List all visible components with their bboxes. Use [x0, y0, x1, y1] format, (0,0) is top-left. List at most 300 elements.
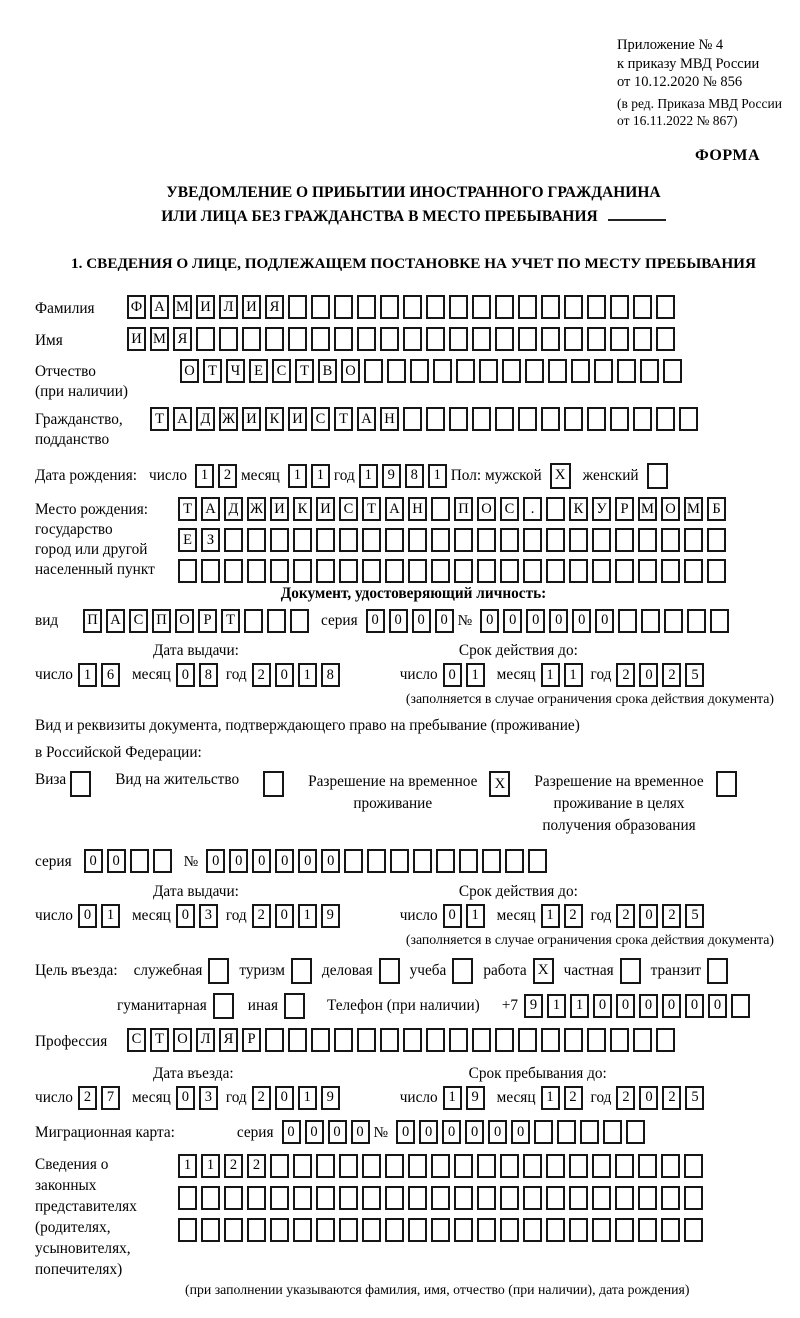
char-box[interactable] [293, 1218, 312, 1242]
char-box[interactable]: Я [173, 327, 192, 351]
char-box[interactable]: 0 [593, 994, 612, 1018]
char-box[interactable]: 0 [176, 904, 195, 928]
char-box[interactable] [482, 849, 501, 873]
char-box[interactable] [587, 1028, 606, 1052]
char-box[interactable] [408, 559, 427, 583]
char-box[interactable]: О [180, 359, 199, 383]
char-box[interactable] [293, 1154, 312, 1178]
char-box[interactable] [290, 609, 309, 633]
char-box[interactable] [525, 359, 544, 383]
char-box[interactable] [334, 327, 353, 351]
char-box[interactable]: И [242, 295, 261, 319]
char-box[interactable]: 2 [252, 1086, 271, 1110]
char-box[interactable] [684, 1218, 703, 1242]
char-box[interactable]: О [341, 359, 360, 383]
char-box[interactable]: С [127, 1028, 146, 1052]
char-box[interactable]: Р [198, 609, 217, 633]
char-box[interactable] [638, 1186, 657, 1210]
char-box[interactable]: 0 [419, 1120, 438, 1144]
char-box[interactable]: 9 [466, 1086, 485, 1110]
char-box[interactable] [580, 1120, 599, 1144]
char-box[interactable]: 2 [252, 663, 271, 687]
char-box[interactable] [564, 407, 583, 431]
char-box[interactable]: 0 [275, 904, 294, 928]
char-box[interactable]: Я [219, 1028, 238, 1052]
char-box[interactable]: А [201, 497, 220, 521]
char-box[interactable] [270, 559, 289, 583]
char-box[interactable] [362, 1186, 381, 1210]
char-box[interactable] [546, 528, 565, 552]
char-box[interactable] [431, 559, 450, 583]
char-box[interactable]: 3 [199, 1086, 218, 1110]
temp-permit-checkbox[interactable]: X [489, 771, 510, 797]
char-box[interactable]: Р [242, 1028, 261, 1052]
char-box[interactable]: У [592, 497, 611, 521]
char-box[interactable] [431, 1154, 450, 1178]
char-box[interactable] [454, 1154, 473, 1178]
char-box[interactable]: 1 [298, 1086, 317, 1110]
char-box[interactable] [546, 559, 565, 583]
char-box[interactable] [334, 295, 353, 319]
char-box[interactable] [436, 849, 455, 873]
char-box[interactable] [638, 1154, 657, 1178]
char-box[interactable]: 0 [328, 1120, 347, 1144]
char-box[interactable] [641, 609, 660, 633]
char-box[interactable]: 1 [359, 464, 378, 488]
char-box[interactable] [592, 1218, 611, 1242]
char-box[interactable] [472, 295, 491, 319]
char-box[interactable] [569, 1218, 588, 1242]
char-box[interactable]: 0 [708, 994, 727, 1018]
char-box[interactable]: 0 [465, 1120, 484, 1144]
char-box[interactable] [518, 295, 537, 319]
char-box[interactable] [610, 407, 629, 431]
char-box[interactable] [385, 1218, 404, 1242]
char-box[interactable] [454, 1186, 473, 1210]
char-box[interactable] [523, 1154, 542, 1178]
purpose-study-checkbox[interactable] [452, 958, 473, 984]
char-box[interactable] [201, 1186, 220, 1210]
char-box[interactable] [472, 327, 491, 351]
char-box[interactable] [247, 1186, 266, 1210]
char-box[interactable] [293, 1186, 312, 1210]
char-box[interactable]: С [272, 359, 291, 383]
char-box[interactable] [500, 528, 519, 552]
char-box[interactable] [640, 359, 659, 383]
char-box[interactable] [571, 359, 590, 383]
char-box[interactable] [569, 1154, 588, 1178]
char-box[interactable]: С [311, 407, 330, 431]
char-box[interactable]: 2 [564, 1086, 583, 1110]
char-box[interactable]: 0 [412, 609, 431, 633]
char-box[interactable] [638, 1218, 657, 1242]
char-box[interactable]: Ч [226, 359, 245, 383]
char-box[interactable] [385, 559, 404, 583]
char-box[interactable] [413, 849, 432, 873]
char-box[interactable]: М [684, 497, 703, 521]
char-box[interactable] [518, 1028, 537, 1052]
char-box[interactable]: И [242, 407, 261, 431]
char-box[interactable] [656, 327, 675, 351]
char-box[interactable] [546, 1218, 565, 1242]
char-box[interactable] [633, 407, 652, 431]
char-box[interactable]: П [454, 497, 473, 521]
char-box[interactable] [587, 295, 606, 319]
char-box[interactable]: М [150, 327, 169, 351]
char-box[interactable] [178, 1186, 197, 1210]
char-box[interactable] [357, 1028, 376, 1052]
char-box[interactable] [316, 1186, 335, 1210]
char-box[interactable]: Т [221, 609, 240, 633]
char-box[interactable]: 0 [511, 1120, 530, 1144]
char-box[interactable] [684, 528, 703, 552]
char-box[interactable] [523, 559, 542, 583]
char-box[interactable]: 9 [382, 464, 401, 488]
char-box[interactable] [288, 327, 307, 351]
char-box[interactable] [362, 559, 381, 583]
char-box[interactable] [380, 295, 399, 319]
char-box[interactable] [339, 528, 358, 552]
char-box[interactable] [661, 1186, 680, 1210]
char-box[interactable] [385, 1186, 404, 1210]
char-box[interactable] [663, 359, 682, 383]
char-box[interactable]: А [106, 609, 125, 633]
char-box[interactable] [477, 1154, 496, 1178]
char-box[interactable]: 0 [282, 1120, 301, 1144]
char-box[interactable] [357, 327, 376, 351]
char-box[interactable] [564, 327, 583, 351]
char-box[interactable] [679, 407, 698, 431]
char-box[interactable]: Б [707, 497, 726, 521]
char-box[interactable] [431, 528, 450, 552]
char-box[interactable] [687, 609, 706, 633]
char-box[interactable]: 0 [442, 1120, 461, 1144]
char-box[interactable]: 1 [564, 663, 583, 687]
char-box[interactable] [219, 327, 238, 351]
char-box[interactable]: 1 [443, 1086, 462, 1110]
char-box[interactable]: Ф [127, 295, 146, 319]
char-box[interactable] [615, 1154, 634, 1178]
char-box[interactable]: Л [196, 1028, 215, 1052]
char-box[interactable] [638, 559, 657, 583]
char-box[interactable] [380, 327, 399, 351]
purpose-other-checkbox[interactable] [284, 993, 305, 1019]
char-box[interactable]: С [500, 497, 519, 521]
char-box[interactable] [541, 1028, 560, 1052]
char-box[interactable] [153, 849, 172, 873]
char-box[interactable] [293, 559, 312, 583]
char-box[interactable]: 0 [107, 849, 126, 873]
char-box[interactable]: 8 [405, 464, 424, 488]
char-box[interactable] [316, 559, 335, 583]
char-box[interactable] [548, 359, 567, 383]
char-box[interactable] [247, 528, 266, 552]
char-box[interactable] [247, 1218, 266, 1242]
char-box[interactable] [592, 1154, 611, 1178]
char-box[interactable] [569, 528, 588, 552]
char-box[interactable]: 0 [685, 994, 704, 1018]
char-box[interactable] [564, 295, 583, 319]
char-box[interactable] [633, 1028, 652, 1052]
char-box[interactable] [618, 609, 637, 633]
sex-female-checkbox[interactable] [647, 463, 668, 489]
char-box[interactable]: 0 [298, 849, 317, 873]
char-box[interactable]: 0 [252, 849, 271, 873]
purpose-work-checkbox[interactable]: X [533, 958, 554, 984]
char-box[interactable] [449, 327, 468, 351]
char-box[interactable]: 1 [201, 1154, 220, 1178]
char-box[interactable]: 0 [662, 994, 681, 1018]
char-box[interactable] [293, 528, 312, 552]
char-box[interactable] [661, 559, 680, 583]
char-box[interactable]: 0 [572, 609, 591, 633]
char-box[interactable] [684, 559, 703, 583]
char-box[interactable]: Е [249, 359, 268, 383]
char-box[interactable]: 2 [616, 904, 635, 928]
char-box[interactable] [661, 1154, 680, 1178]
char-box[interactable]: 0 [305, 1120, 324, 1144]
char-box[interactable] [541, 295, 560, 319]
char-box[interactable]: 1 [101, 904, 120, 928]
char-box[interactable]: 1 [298, 663, 317, 687]
char-box[interactable] [500, 1186, 519, 1210]
char-box[interactable] [339, 1218, 358, 1242]
char-box[interactable] [224, 528, 243, 552]
char-box[interactable] [433, 359, 452, 383]
char-box[interactable] [408, 1186, 427, 1210]
char-box[interactable] [339, 1186, 358, 1210]
char-box[interactable] [344, 849, 363, 873]
char-box[interactable]: 2 [252, 904, 271, 928]
char-box[interactable] [178, 1218, 197, 1242]
char-box[interactable] [633, 295, 652, 319]
char-box[interactable]: С [129, 609, 148, 633]
char-box[interactable]: А [357, 407, 376, 431]
char-box[interactable] [288, 295, 307, 319]
char-box[interactable]: И [270, 497, 289, 521]
char-box[interactable] [385, 1154, 404, 1178]
char-box[interactable]: И [196, 295, 215, 319]
char-box[interactable]: 0 [396, 1120, 415, 1144]
temp-permit-edu-checkbox[interactable] [716, 771, 737, 797]
char-box[interactable]: П [83, 609, 102, 633]
char-box[interactable] [541, 407, 560, 431]
char-box[interactable]: 1 [195, 464, 214, 488]
char-box[interactable] [626, 1120, 645, 1144]
char-box[interactable] [426, 327, 445, 351]
char-box[interactable] [592, 528, 611, 552]
char-box[interactable] [587, 407, 606, 431]
char-box[interactable] [502, 359, 521, 383]
char-box[interactable] [390, 849, 409, 873]
char-box[interactable]: 7 [101, 1086, 120, 1110]
char-box[interactable] [534, 1120, 553, 1144]
purpose-private-checkbox[interactable] [620, 958, 641, 984]
char-box[interactable]: 9 [524, 994, 543, 1018]
char-box[interactable]: 0 [389, 609, 408, 633]
char-box[interactable] [385, 528, 404, 552]
char-box[interactable] [270, 1154, 289, 1178]
char-box[interactable]: 1 [311, 464, 330, 488]
char-box[interactable] [449, 1028, 468, 1052]
char-box[interactable] [523, 528, 542, 552]
sex-male-checkbox[interactable]: X [550, 463, 571, 489]
char-box[interactable] [500, 1218, 519, 1242]
char-box[interactable]: 5 [685, 904, 704, 928]
char-box[interactable]: Н [380, 407, 399, 431]
char-box[interactable]: Д [224, 497, 243, 521]
char-box[interactable] [270, 528, 289, 552]
char-box[interactable]: 0 [488, 1120, 507, 1144]
char-box[interactable]: К [265, 407, 284, 431]
char-box[interactable] [454, 528, 473, 552]
char-box[interactable] [528, 849, 547, 873]
char-box[interactable]: 0 [321, 849, 340, 873]
char-box[interactable]: Ж [247, 497, 266, 521]
char-box[interactable]: 8 [321, 663, 340, 687]
char-box[interactable] [707, 559, 726, 583]
char-box[interactable]: 2 [616, 1086, 635, 1110]
char-box[interactable]: 0 [480, 609, 499, 633]
char-box[interactable]: 0 [595, 609, 614, 633]
char-box[interactable] [541, 327, 560, 351]
char-box[interactable] [403, 327, 422, 351]
char-box[interactable]: А [173, 407, 192, 431]
char-box[interactable] [615, 1218, 634, 1242]
char-box[interactable]: 0 [443, 663, 462, 687]
char-box[interactable] [610, 327, 629, 351]
char-box[interactable]: 2 [662, 1086, 681, 1110]
char-box[interactable] [403, 295, 422, 319]
char-box[interactable]: 2 [224, 1154, 243, 1178]
char-box[interactable]: Т [295, 359, 314, 383]
char-box[interactable] [569, 1186, 588, 1210]
char-box[interactable]: О [175, 609, 194, 633]
char-box[interactable]: 1 [466, 904, 485, 928]
char-box[interactable] [387, 359, 406, 383]
char-box[interactable]: В [318, 359, 337, 383]
char-box[interactable] [479, 359, 498, 383]
char-box[interactable]: 5 [685, 1086, 704, 1110]
char-box[interactable]: 0 [503, 609, 522, 633]
char-box[interactable] [564, 1028, 583, 1052]
char-box[interactable] [518, 407, 537, 431]
purpose-tourism-checkbox[interactable] [291, 958, 312, 984]
char-box[interactable] [617, 359, 636, 383]
char-box[interactable] [316, 1218, 335, 1242]
char-box[interactable] [288, 1028, 307, 1052]
char-box[interactable] [495, 1028, 514, 1052]
char-box[interactable] [523, 1218, 542, 1242]
char-box[interactable] [592, 559, 611, 583]
char-box[interactable]: И [288, 407, 307, 431]
char-box[interactable] [472, 1028, 491, 1052]
char-box[interactable]: 1 [298, 904, 317, 928]
char-box[interactable] [316, 1154, 335, 1178]
char-box[interactable] [449, 295, 468, 319]
char-box[interactable]: 0 [275, 849, 294, 873]
char-box[interactable] [403, 407, 422, 431]
char-box[interactable] [587, 327, 606, 351]
char-box[interactable] [224, 559, 243, 583]
char-box[interactable] [456, 359, 475, 383]
char-box[interactable]: 1 [466, 663, 485, 687]
char-box[interactable] [265, 327, 284, 351]
char-box[interactable] [247, 559, 266, 583]
char-box[interactable]: С [339, 497, 358, 521]
char-box[interactable] [546, 1186, 565, 1210]
char-box[interactable]: Т [203, 359, 222, 383]
char-box[interactable] [518, 327, 537, 351]
char-box[interactable]: Я [265, 295, 284, 319]
char-box[interactable]: 1 [547, 994, 566, 1018]
char-box[interactable] [426, 295, 445, 319]
char-box[interactable]: 0 [78, 904, 97, 928]
char-box[interactable] [633, 327, 652, 351]
char-box[interactable]: К [569, 497, 588, 521]
char-box[interactable]: 0 [639, 1086, 658, 1110]
char-box[interactable] [224, 1186, 243, 1210]
char-box[interactable]: 0 [275, 1086, 294, 1110]
char-box[interactable] [364, 359, 383, 383]
char-box[interactable] [569, 559, 588, 583]
char-box[interactable] [130, 849, 149, 873]
char-box[interactable] [242, 327, 261, 351]
char-box[interactable]: 2 [218, 464, 237, 488]
char-box[interactable] [265, 1028, 284, 1052]
char-box[interactable] [311, 295, 330, 319]
char-box[interactable] [201, 559, 220, 583]
char-box[interactable]: К [293, 497, 312, 521]
residence-permit-checkbox[interactable] [263, 771, 284, 797]
char-box[interactable]: Т [150, 407, 169, 431]
char-box[interactable] [408, 528, 427, 552]
char-box[interactable]: О [477, 497, 496, 521]
char-box[interactable] [610, 295, 629, 319]
char-box[interactable] [244, 609, 263, 633]
char-box[interactable] [267, 609, 286, 633]
char-box[interactable]: Т [178, 497, 197, 521]
char-box[interactable] [311, 1028, 330, 1052]
char-box[interactable] [638, 528, 657, 552]
visa-checkbox[interactable] [70, 771, 91, 797]
char-box[interactable]: 0 [84, 849, 103, 873]
char-box[interactable]: 0 [526, 609, 545, 633]
purpose-business-checkbox[interactable] [379, 958, 400, 984]
char-box[interactable] [311, 327, 330, 351]
char-box[interactable] [603, 1120, 622, 1144]
char-box[interactable]: 6 [101, 663, 120, 687]
char-box[interactable]: 2 [247, 1154, 266, 1178]
char-box[interactable]: 0 [229, 849, 248, 873]
char-box[interactable] [410, 359, 429, 383]
char-box[interactable] [615, 559, 634, 583]
char-box[interactable] [656, 295, 675, 319]
char-box[interactable] [426, 407, 445, 431]
char-box[interactable] [431, 1186, 450, 1210]
char-box[interactable] [546, 497, 565, 521]
char-box[interactable] [710, 609, 729, 633]
char-box[interactable]: 1 [541, 904, 560, 928]
char-box[interactable] [495, 407, 514, 431]
char-box[interactable] [477, 559, 496, 583]
char-box[interactable] [408, 1154, 427, 1178]
char-box[interactable] [495, 295, 514, 319]
char-box[interactable]: Д [196, 407, 215, 431]
char-box[interactable]: 0 [176, 1086, 195, 1110]
char-box[interactable]: 0 [435, 609, 454, 633]
char-box[interactable]: 1 [428, 464, 447, 488]
